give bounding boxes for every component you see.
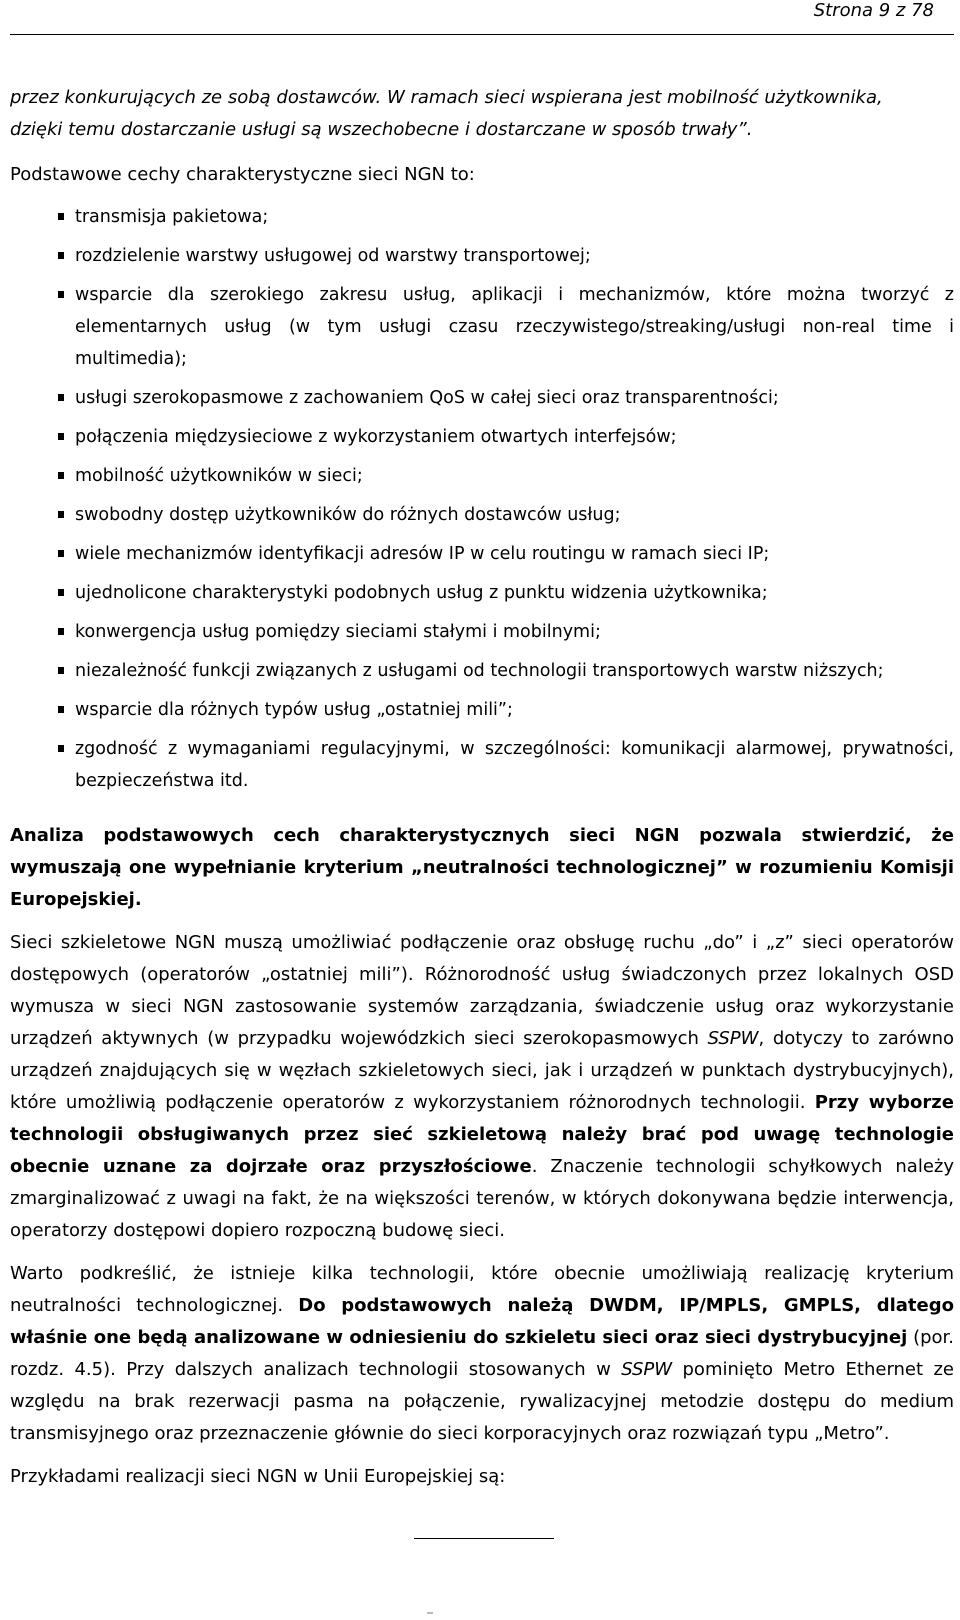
footnote-divider xyxy=(414,1538,554,1539)
footnote-marker xyxy=(427,1612,433,1614)
document-page xyxy=(10,0,954,1620)
sspw-term: SSPW xyxy=(707,1028,759,1049)
square-bullet-icon xyxy=(58,628,64,635)
list-item: niezależność funkcji związanych z usługami od technologii transportowych warstw niższych; xyxy=(10,655,954,687)
list-item: wsparcie dla różnych typów usług „ostatniej mili”; xyxy=(10,694,954,726)
square-bullet-icon xyxy=(58,667,64,674)
square-bullet-icon xyxy=(58,706,64,713)
square-bullet-icon xyxy=(58,472,64,479)
neutrality-emphasis: Do podstawowych należą DWDM, IP/MPLS, GMPLS, dlatego właśnie one będą analizowane w odniesieniu do szkieletu sieci oraz sieci dystrybucyjnej xyxy=(10,1295,954,1348)
intro-quote-line-2: dzięki temu dostarczanie usługi są wszechobecne i dostarczane w sposób trwały”. xyxy=(10,119,753,140)
list-item: mobilność użytkowników w sieci; xyxy=(10,460,954,492)
examples-intro: Przykładami realizacji sieci NGN w Unii Europejskiej są: xyxy=(10,1466,506,1487)
page-number-header: Strona 9 z 78 xyxy=(813,0,934,21)
list-item: rozdzielenie warstwy usługowej od warstwy transportowej; xyxy=(10,240,954,272)
backbone-emphasis: Przy wyborze technologii obsługiwanych przez sieć szkieletową należy brać pod uwagę technologie obecnie uznane za dojrzałe oraz przyszłościowe xyxy=(10,1092,954,1177)
list-item: ujednolicone charakterystyki podobnych usług z punktu widzenia użytkownika; xyxy=(10,577,954,609)
backbone-paragraph: Sieci szkieletowe NGN muszą umożliwiać podłączenie oraz obsługę ruchu „do” i „z” sieci operatorów dostępowych (operatorów „ostatniej mili”). Różnorodność usług świadczonych przez lokalnych OSD wymusza w sieci NGN zastosowanie systemów zarządzania, świadczenie usług oraz wykorzystanie urządzeń aktywnych (w przypadku wojewódzkich sieci szerokopasmowych SSPW, dotyczy to zarówno urządzeń znajdujących się w węzłach szkieletowych sieci, jak i urządzeń w punktach dystrybucyjnych), które umożliwią podłączenie operatorów z wykorzystaniem różnorodnych technologii. Przy wyborze technologii obsługiwanych przez sieć szkieletową należy brać pod uwagę technologie obecnie uznane za dojrzałe oraz przyszłościowe. Znaczenie technologii schyłkowych należy zmarginalizować z uwagi na fakt, że na większości terenów, w których dokonywana będzie interwencja, operatorzy dostępowi dopiero rozpoczną budowę sieci. xyxy=(10,932,954,1241)
square-bullet-icon xyxy=(58,394,64,401)
square-bullet-icon xyxy=(58,589,64,596)
list-item: swobodny dostęp użytkowników do różnych dostawców usług; xyxy=(10,499,954,531)
features-list xyxy=(10,201,954,797)
square-bullet-icon xyxy=(58,291,64,298)
list-item: wiele mechanizmów identyfikacji adresów IP w celu routingu w ramach sieci IP; xyxy=(10,538,954,570)
square-bullet-icon xyxy=(58,550,64,557)
header-divider xyxy=(10,34,954,35)
list-item: transmisja pakietowa; xyxy=(10,201,954,233)
list-item: wsparcie dla szerokiego zakresu usług, aplikacji i mechanizmów, które można tworzyć z elementarnych usług (w tym usługi czasu rzeczywistego/streaking/usługi non-real time i multimedia); xyxy=(10,279,954,375)
square-bullet-icon xyxy=(58,745,64,752)
document-body xyxy=(10,82,954,1493)
square-bullet-icon xyxy=(58,252,64,259)
features-heading: Podstawowe cechy charakterystyczne sieci NGN to: xyxy=(10,164,475,185)
square-bullet-icon xyxy=(58,433,64,440)
square-bullet-icon xyxy=(58,213,64,220)
list-item: połączenia międzysieciowe z wykorzystaniem otwartych interfejsów; xyxy=(10,421,954,453)
intro-quote-line-1: przez konkurujących ze sobą dostawców. W ramach sieci wspierana jest mobilność użytkownika, xyxy=(10,87,883,108)
conclusion-paragraph: Analiza podstawowych cech charakterystycznych sieci NGN pozwala stwierdzić, że wymuszają one wypełnianie kryterium „neutralności technologicznej” w rozumieniu Komisji Europejskiej. xyxy=(10,825,954,910)
square-bullet-icon xyxy=(58,511,64,518)
neutrality-paragraph: Warto podkreślić, że istnieje kilka technologii, które obecnie umożliwiają realizację kryterium neutralności technologicznej. Do podstawowych należą DWDM, IP/MPLS, GMPLS, dlatego właśnie one będą analizowane w odniesieniu do szkieletu sieci oraz sieci dystrybucyjnej (por. rozdz. 4.5). Przy dalszych analizach technologii stosowanych w SSPW pominięto Metro Ethernet ze względu na brak rezerwacji pasma na połączenie, rywalizacyjnej metodzie dostępu do medium transmisyjnego oraz przeznaczenie głównie do sieci korporacyjnych oraz rozwiązań typu „Metro”. xyxy=(10,1263,954,1444)
list-item: konwergencja usług pomiędzy sieciami stałymi i mobilnymi; xyxy=(10,616,954,648)
sspw-term: SSPW xyxy=(621,1359,673,1380)
list-item: usługi szerokopasmowe z zachowaniem QoS w całej sieci oraz transparentności; xyxy=(10,382,954,414)
list-item: zgodność z wymaganiami regulacyjnymi, w szczególności: komunikacji alarmowej, prywatności, bezpieczeństwa itd. xyxy=(10,733,954,797)
